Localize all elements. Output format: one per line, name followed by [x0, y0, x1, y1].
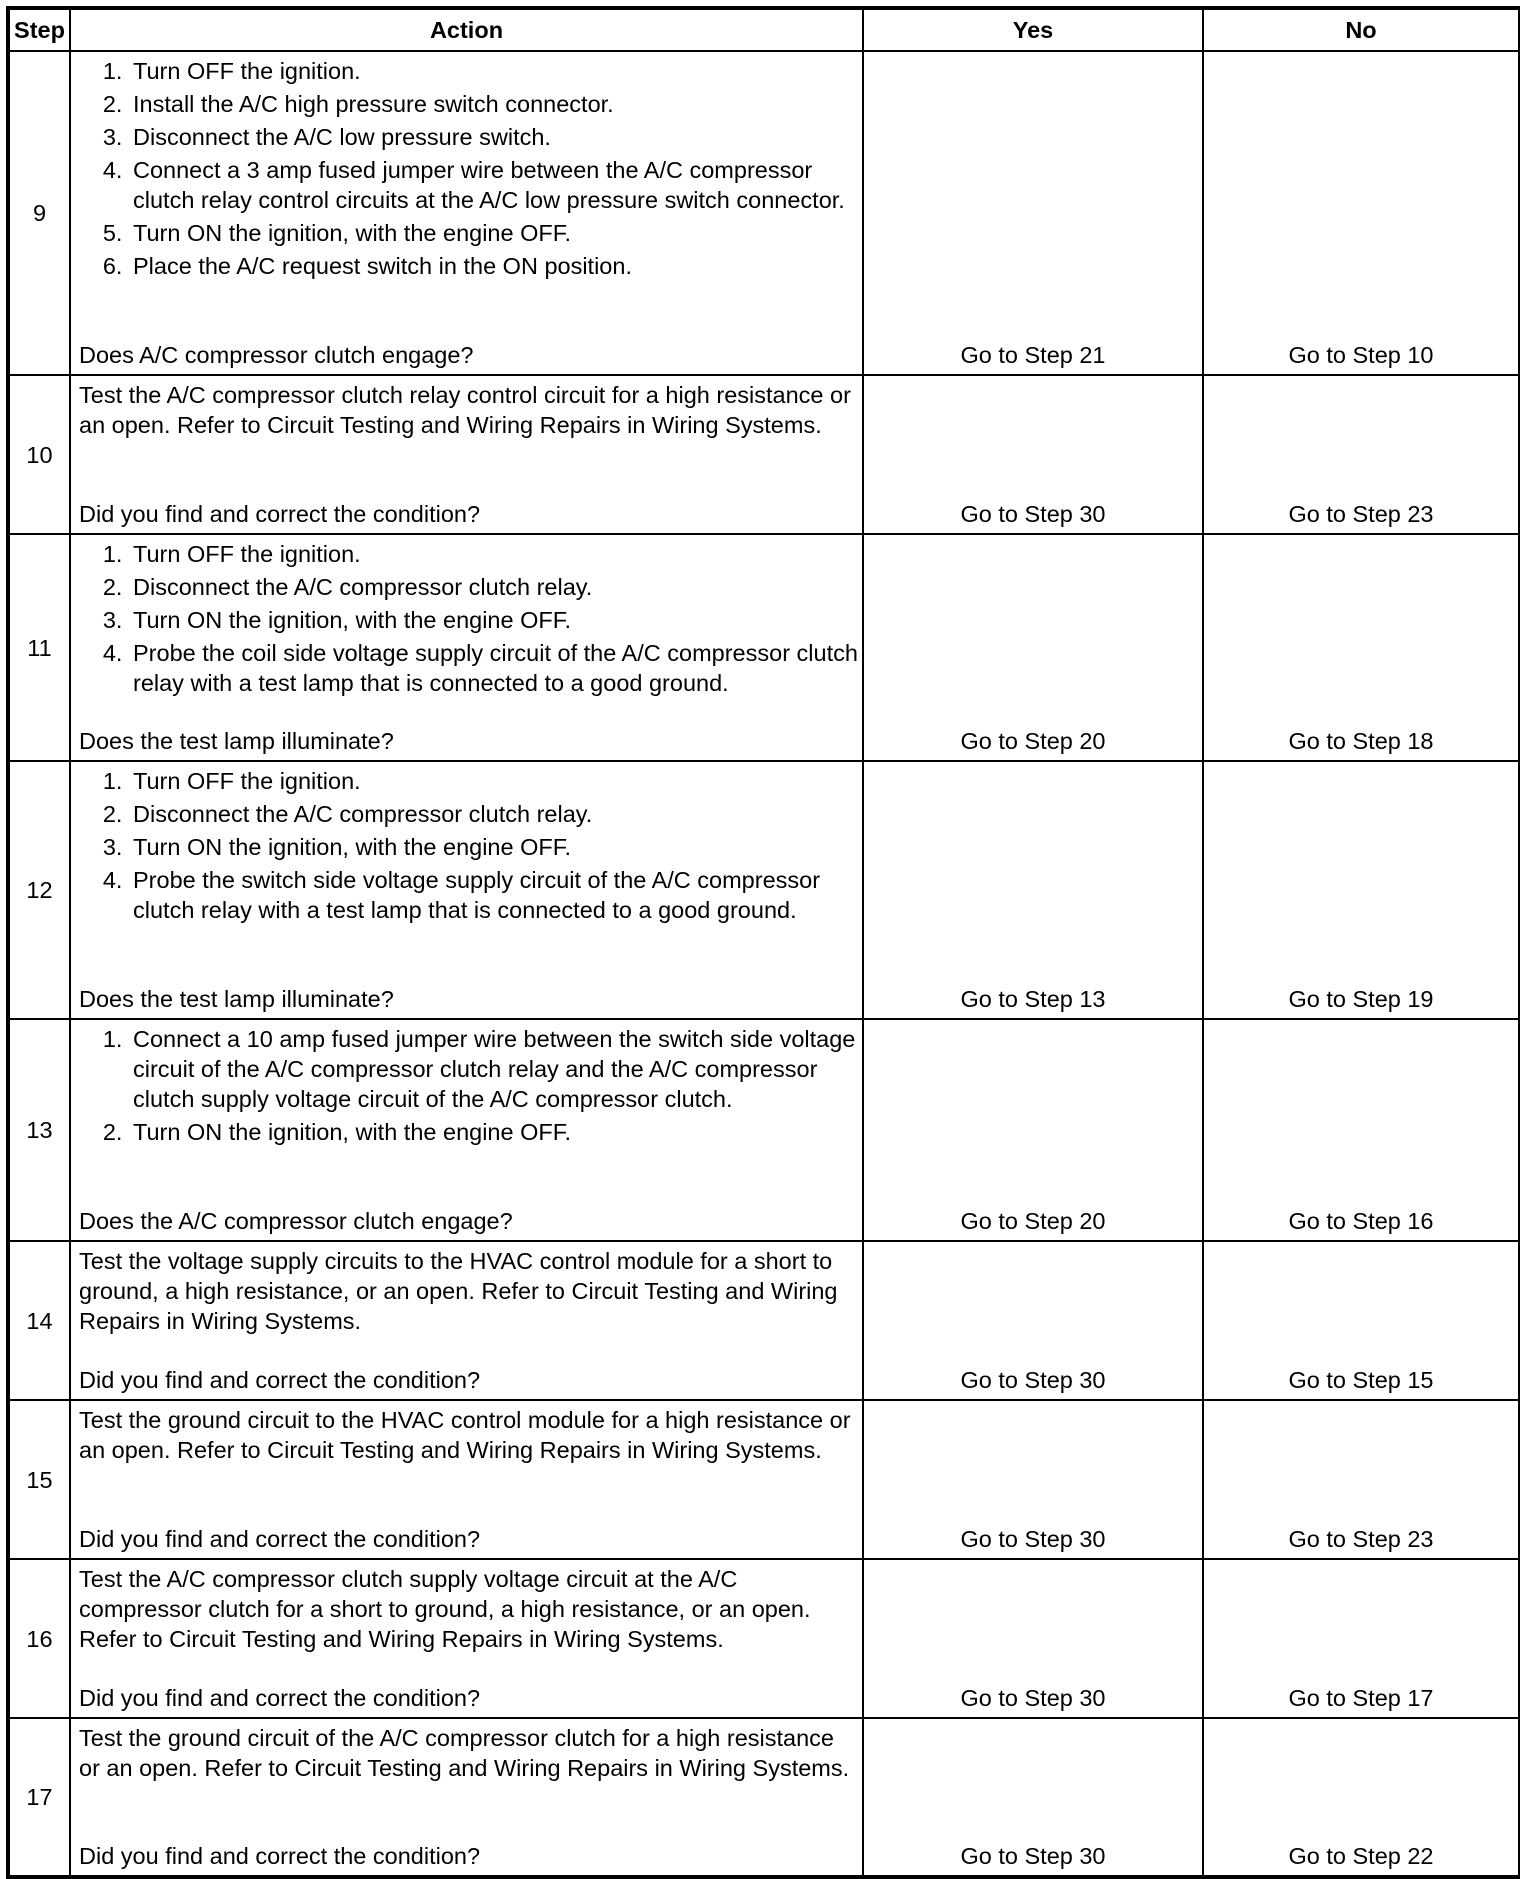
header-step: Step — [8, 8, 70, 51]
action-step-item: 5. Turn ON the ignition, with the engine OFF. — [129, 218, 858, 248]
yes-link[interactable]: Go to Step 30 — [863, 1559, 1203, 1718]
yes-link[interactable]: Go to Step 13 — [863, 761, 1203, 1019]
action-question: Did you find and correct the condition? — [79, 1843, 481, 1869]
step-number: 17 — [8, 1718, 70, 1877]
header-yes: Yes — [863, 8, 1203, 51]
table-body — [8, 51, 1520, 1877]
no-link[interactable]: Go to Step 22 — [1203, 1718, 1520, 1877]
yes-link[interactable]: Go to Step 20 — [863, 1019, 1203, 1241]
action-step-item: 2. Disconnect the A/C compressor clutch relay. — [129, 799, 858, 829]
step-number: 14 — [8, 1241, 70, 1400]
action-step-item: 4. Connect a 3 amp fused jumper wire between the A/C compressor clutch relay control circuits at the A/C low pressure switch connector. — [129, 155, 858, 215]
table-row — [8, 1019, 1520, 1241]
action-cell — [70, 1718, 863, 1877]
step-number: 11 — [8, 534, 70, 761]
action-step-item: 1. Turn OFF the ignition. — [129, 539, 858, 569]
action-text: Test the ground circuit to the HVAC control module for a high resistance or an open. Refer to Circuit Testing and Wiring Repairs in Wiring Systems. — [79, 1407, 851, 1463]
action-cell — [70, 534, 863, 761]
action-cell — [70, 761, 863, 1019]
no-link[interactable]: Go to Step 23 — [1203, 375, 1520, 534]
action-step-item: 3. Disconnect the A/C low pressure switch. — [129, 122, 858, 152]
header-action: Action — [70, 8, 863, 51]
action-text: Test the ground circuit of the A/C compressor clutch for a high resistance or an open. Refer to Circuit Testing and Wiring Repairs in Wiring Systems. — [79, 1725, 850, 1781]
table-row — [8, 1400, 1520, 1559]
action-question: Does the test lamp illuminate? — [79, 728, 394, 754]
no-link[interactable]: Go to Step 15 — [1203, 1241, 1520, 1400]
no-link[interactable]: Go to Step 17 — [1203, 1559, 1520, 1718]
no-link[interactable]: Go to Step 10 — [1203, 51, 1520, 375]
action-step-item: 4. Probe the switch side voltage supply circuit of the A/C compressor clutch relay with a test lamp that is connected to a good ground. — [129, 865, 858, 925]
action-step-item: 1. Connect a 10 amp fused jumper wire between the switch side voltage circuit of the A/C compressor clutch relay and the A/C compressor clutch supply voltage circuit of the A/C compressor clutch. — [129, 1024, 858, 1114]
action-text: Test the A/C compressor clutch relay control circuit for a high resistance or an open. Refer to Circuit Testing and Wiring Repairs in Wiring Systems. — [79, 382, 851, 438]
yes-link[interactable]: Go to Step 30 — [863, 375, 1203, 534]
action-step-item: 2. Install the A/C high pressure switch connector. — [129, 89, 858, 119]
no-link[interactable]: Go to Step 19 — [1203, 761, 1520, 1019]
action-step-item: 3. Turn ON the ignition, with the engine OFF. — [129, 832, 858, 862]
action-cell — [70, 51, 863, 375]
table-row — [8, 1241, 1520, 1400]
action-text: Test the voltage supply circuits to the HVAC control module for a short to ground, a high resistance, or an open. Refer to Circuit Testing and Wiring Repairs in Wiring Systems. — [79, 1248, 838, 1334]
action-cell — [70, 375, 863, 534]
action-step-item: 3. Turn ON the ignition, with the engine OFF. — [129, 605, 858, 635]
table-row — [8, 375, 1520, 534]
action-cell — [70, 1019, 863, 1241]
action-steps — [79, 56, 858, 284]
action-question: Does the test lamp illuminate? — [79, 986, 394, 1012]
step-number: 9 — [8, 51, 70, 375]
action-step-item: 1. Turn OFF the ignition. — [129, 766, 858, 796]
step-number: 16 — [8, 1559, 70, 1718]
action-step-item: 4. Probe the coil side voltage supply circuit of the A/C compressor clutch relay with a test lamp that is connected to a good ground. — [129, 638, 858, 698]
action-text: Test the A/C compressor clutch supply voltage circuit at the A/C compressor clutch for a short to ground, a high resistance, or an open. Refer to Circuit Testing and Wiring Repairs in Wiring Systems. — [79, 1566, 811, 1652]
header-row — [8, 8, 1520, 51]
action-cell — [70, 1559, 863, 1718]
action-question: Does the A/C compressor clutch engage? — [79, 1208, 513, 1234]
table-row — [8, 534, 1520, 761]
action-step-item: 1. Turn OFF the ignition. — [129, 56, 858, 86]
step-number: 12 — [8, 761, 70, 1019]
yes-link[interactable]: Go to Step 20 — [863, 534, 1203, 761]
no-link[interactable]: Go to Step 23 — [1203, 1400, 1520, 1559]
no-link[interactable]: Go to Step 16 — [1203, 1019, 1520, 1241]
action-question: Did you find and correct the condition? — [79, 501, 481, 527]
diagnostic-table — [6, 6, 1520, 1879]
action-step-item: 2. Disconnect the A/C compressor clutch relay. — [129, 572, 858, 602]
no-link[interactable]: Go to Step 18 — [1203, 534, 1520, 761]
step-number: 10 — [8, 375, 70, 534]
action-question: Did you find and correct the condition? — [79, 1367, 481, 1393]
action-step-item: 2. Turn ON the ignition, with the engine OFF. — [129, 1117, 858, 1147]
action-question: Does A/C compressor clutch engage? — [79, 342, 474, 368]
action-step-item: 6. Place the A/C request switch in the ON position. — [129, 251, 858, 281]
yes-link[interactable]: Go to Step 30 — [863, 1241, 1203, 1400]
yes-link[interactable]: Go to Step 21 — [863, 51, 1203, 375]
table-row — [8, 761, 1520, 1019]
table-row — [8, 1718, 1520, 1877]
table-row — [8, 1559, 1520, 1718]
step-number: 13 — [8, 1019, 70, 1241]
action-question: Did you find and correct the condition? — [79, 1526, 481, 1552]
step-number: 15 — [8, 1400, 70, 1559]
action-steps — [79, 1024, 858, 1150]
table-row — [8, 51, 1520, 375]
action-cell — [70, 1400, 863, 1559]
header-no: No — [1203, 8, 1520, 51]
action-question: Did you find and correct the condition? — [79, 1685, 481, 1711]
yes-link[interactable]: Go to Step 30 — [863, 1400, 1203, 1559]
action-cell — [70, 1241, 863, 1400]
action-steps — [79, 766, 858, 928]
yes-link[interactable]: Go to Step 30 — [863, 1718, 1203, 1877]
action-steps — [79, 539, 858, 701]
